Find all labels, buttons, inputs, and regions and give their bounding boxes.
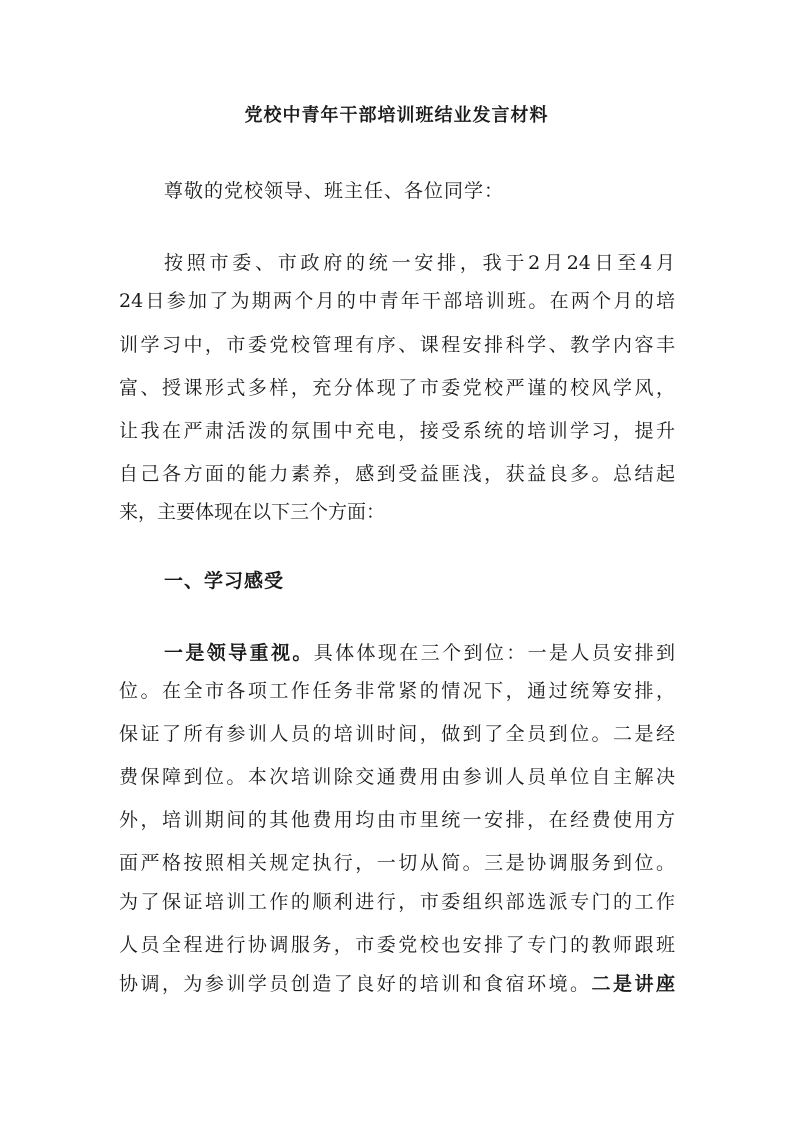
- document-title: 党校中青年干部培训班结业发言材料: [244, 105, 549, 126]
- greeting-line: 尊敬的党校领导、班主任、各位同学：: [164, 180, 505, 202]
- paragraph-1-line: 24日参加了为期两个月的中青年干部培训班。在两个月的培: [119, 290, 675, 312]
- paragraph-2-text: 协调，为参训学员创造了良好的培训和食宿环境。: [119, 973, 592, 995]
- bold-lead-text: 一是领导重视。: [164, 642, 314, 664]
- paragraph-1-line: 富、授课形式多样，充分体现了市委党校严谨的校风学风，: [119, 377, 675, 399]
- section-heading: 一、学习感受: [164, 570, 285, 592]
- paragraph-2-line: 外，培训期间的其他费用均由市里统一安排，在经费使用方: [119, 809, 675, 831]
- paragraph-1-line: 训学习中，市委党校管理有序、课程安排科学、教学内容丰: [119, 334, 675, 356]
- paragraph-2-line: 人员全程进行协调服务，市委党校也安排了专门的教师跟班: [119, 934, 675, 956]
- paragraph-2-line: 费保障到位。本次培训除交通费用由参训人员单位自主解决: [119, 766, 675, 788]
- paragraph-2-line: 保证了所有参训人员的培训时间，做到了全员到位。二是经: [119, 723, 675, 745]
- paragraph-2-line: 为了保证培训工作的顺利进行，市委组织部选派专门的工作: [119, 891, 675, 913]
- paragraph-2-last-line: [119, 966, 675, 1002]
- paragraph-2-text: 具体体现在三个到位：一是人员安排到: [313, 642, 675, 664]
- paragraph-2-line: 面严格按照相关规定执行，一切从简。三是协调服务到位。: [119, 852, 675, 874]
- paragraph-1-line: 让我在严肃活泼的氛围中充电，接受系统的培训学习，提升: [119, 420, 675, 442]
- bold-lead-text: 二是讲座: [591, 973, 675, 995]
- paragraph-1-line: 自己各方面的能力素养，感到受益匪浅，获益良多。总结起: [119, 463, 675, 485]
- paragraph-2-line: 位。在全市各项工作任务非常紧的情况下，通过统筹安排，: [119, 680, 675, 702]
- paragraph-1-line: 来，主要体现在以下三个方面：: [119, 501, 386, 523]
- paragraph-2-first-line: [164, 635, 675, 671]
- paragraph-1-line: 按照市委、市政府的统一安排，我于2月24日至4月: [164, 252, 675, 274]
